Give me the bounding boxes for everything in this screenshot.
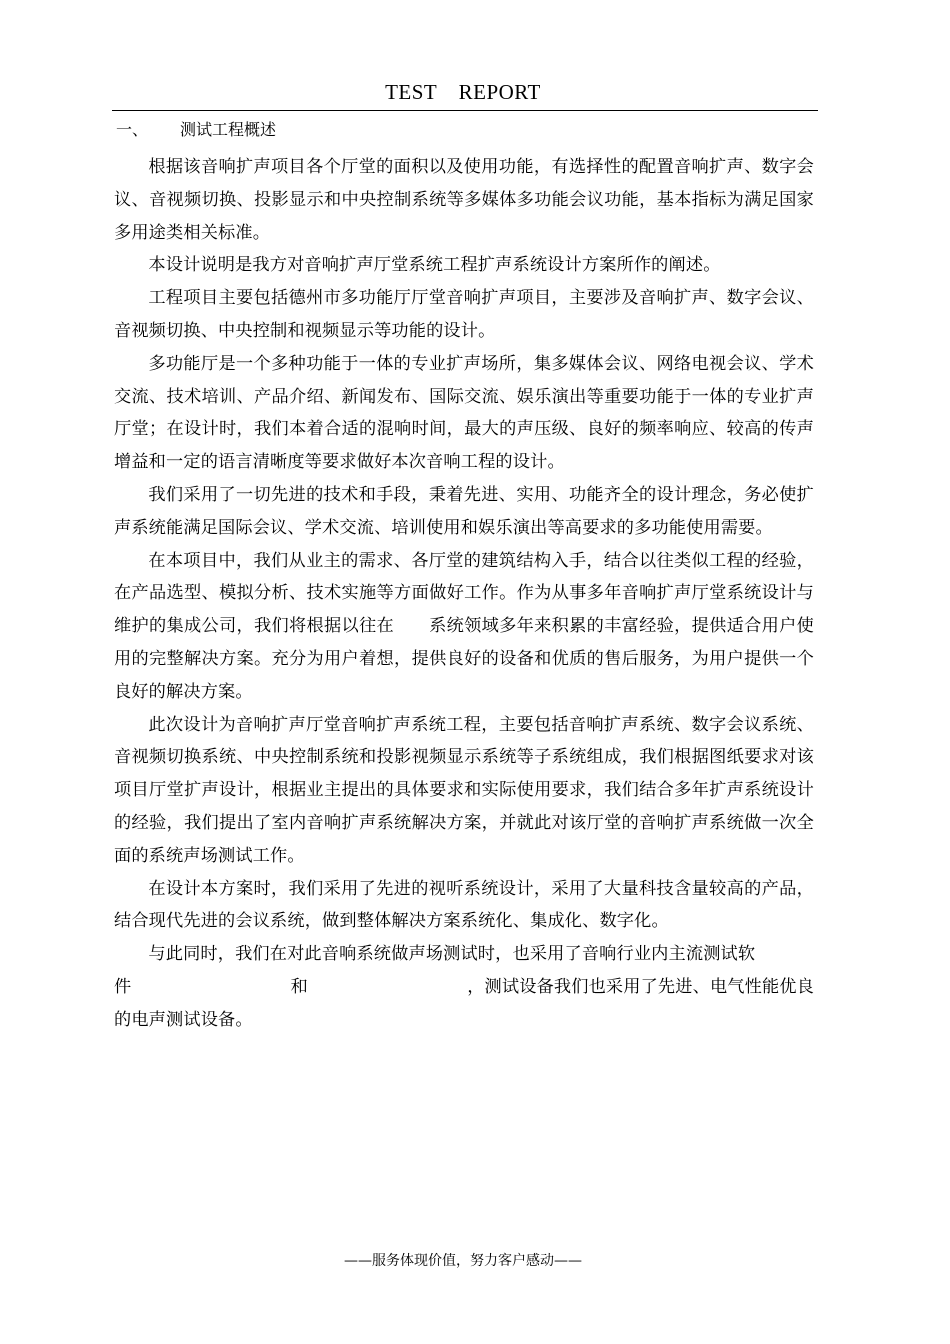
last-paragraph	[114, 938, 814, 1036]
paragraph-line	[114, 971, 814, 1004]
paragraph: 在设计本方案时，我们采用了先进的视听系统设计，采用了大量科技含量较高的产品，结合现代先进的会议系统，做到整体解决方案系统化、集成化、数字化。	[114, 878, 814, 932]
header-divider	[112, 110, 818, 111]
paragraph-line: 的电声测试设备。	[114, 1009, 253, 1030]
paragraph: 本设计说明是我方对音响扩声厅堂系统工程扩声系统设计方案所作的阐述。	[148, 255, 721, 276]
paragraph: 此次设计为音响扩声厅堂音响扩声系统工程，主要包括音响扩声系统、数字会议系统、音视频切换系统、中央控制系统和投影视频显示系统等子系统组成，我们根据图纸要求对该项目厅堂扩声设计，根据业主提出的具体要求和实际使用要求，我们结合多年扩声系统设计的经验，我们提出了室内音响扩声系统解决方案，并就此对该厅堂的音响扩声系统做一次全面的系统声场测试工作。	[114, 714, 814, 866]
paragraph: 工程项目主要包括德州市多功能厅厅堂音响扩声项目，主要涉及音响扩声、数字会议、音视频切换、中央控制和视频显示等功能的设计。	[114, 288, 814, 341]
body-text	[114, 151, 814, 1037]
paragraph: 多功能厅是一个多种功能于一体的专业扩声场所，集多媒体会议、网络电视会议、学术交流、技术培训、产品介绍、新闻发布、国际交流、娱乐演出等重要功能于一体的专业扩声厅堂；在设计时，我们本着合适的混响时间，最大的声压级、良好的频率响应、较高的传声增益和一定的语言清晰度等要求做好本次音响工程的设计。	[114, 353, 814, 473]
paragraph-line: 与此同时，我们在对此音响系统做声场测试时，也采用了音响行业内主流测试软	[148, 944, 756, 965]
text-fragment: 件	[114, 976, 132, 997]
report-title: TEST REPORT	[385, 80, 541, 104]
section-title: 测试工程概述	[180, 120, 277, 139]
section-number: 一、	[116, 120, 149, 139]
text-fragment: ，测试设备我们也采用了先进、电气性能优良	[467, 976, 814, 997]
text-fragment: 和	[290, 976, 308, 997]
paragraph: 在本项目中，我们从业主的需求、各厅堂的建筑结构入手，结合以往类似工程的经验，在产品选型、模拟分析、技术实施等方面做好工作。作为从事多年音响扩声厅堂系统设计与维护的集成公司，我们将根据以往在 系统领域多年来积累的丰富经验，提供适合用户使用的完整解决方案。充分为用户着想，提供良好的设备和优质的售后服务，为用户提供一个良好的解决方案。	[114, 550, 814, 702]
paragraph: 根据该音响扩声项目各个厅堂的面积以及使用功能，有选择性的配置音响扩声、数字会议、音视频切换、投影显示和中央控制系统等多媒体多功能会议功能，基本指标为满足国家多用途类相关标准。	[114, 157, 814, 243]
section-heading	[116, 119, 276, 141]
paragraph: 我们采用了一切先进的技术和手段，秉着先进、实用、功能齐全的设计理念，务必使扩声系统能满足国际会议、学术交流、培训使用和娱乐演出等高要求的多功能使用需要。	[114, 484, 814, 538]
footer-slogan: ——服务体现价值，努力客户感动——	[344, 1253, 582, 1269]
